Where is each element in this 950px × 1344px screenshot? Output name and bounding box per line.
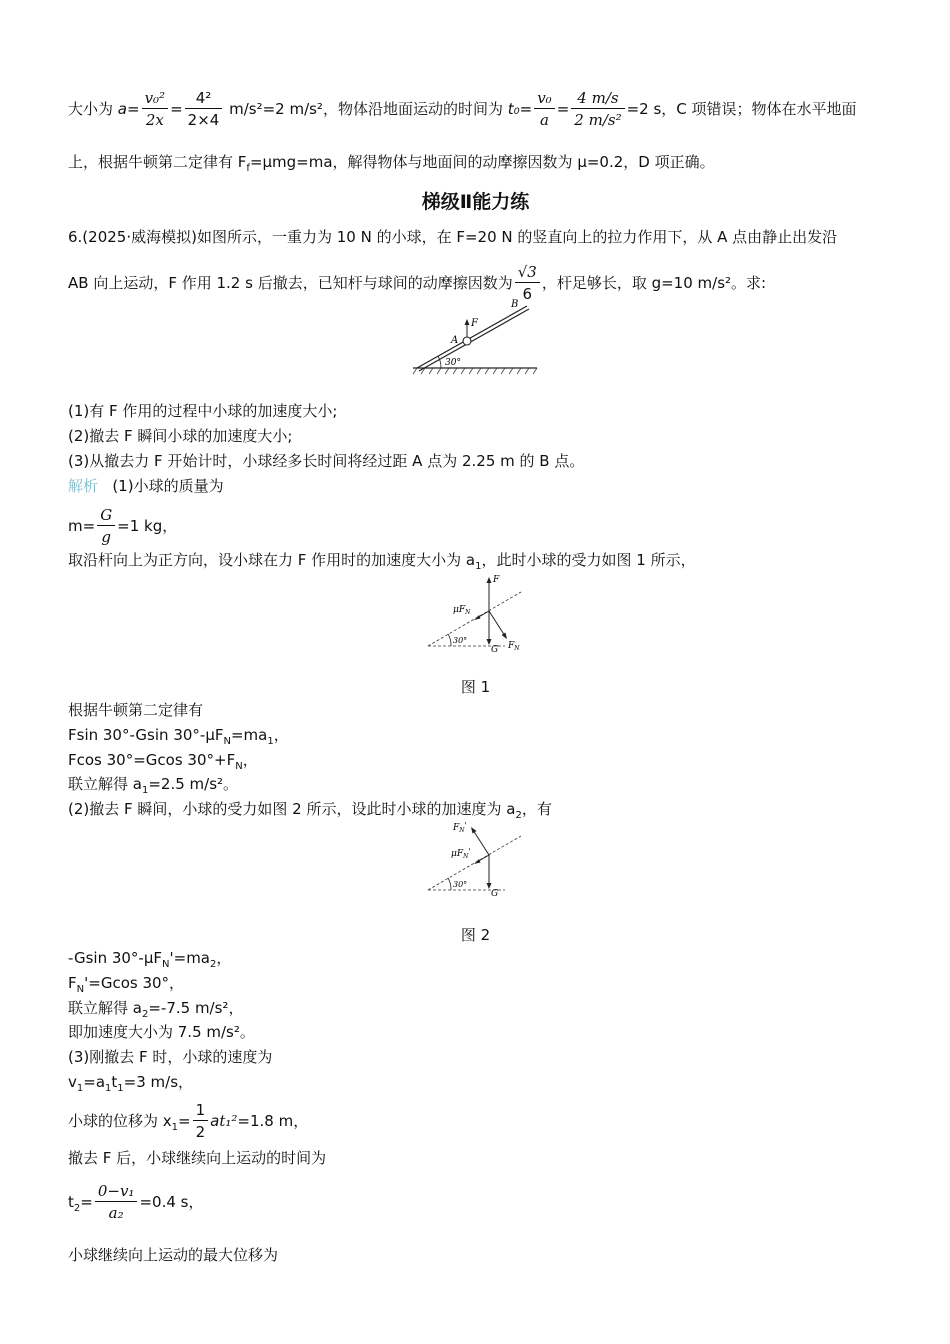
fraction-den: g (101, 528, 111, 546)
subscript: 1 (171, 1122, 179, 1133)
equation-8 (68, 1072, 193, 1099)
part-2: (2)撤去 F 瞬间小球的加速度大小; (68, 427, 293, 445)
text: = (519, 100, 533, 118)
solution-line-s3: 根据牛顿第二定律有 (68, 701, 204, 719)
equation-9 (68, 1100, 308, 1143)
var-t1-squared: t₁² (219, 1112, 238, 1130)
text: ， (242, 751, 258, 769)
part-3: (3)从撤去力 F 开始计时，小球经多长时间将经过距 A 点为 2.25 m 的 B 点。 (68, 452, 585, 470)
fraction-num: 1 (193, 1100, 209, 1121)
fraction-den: 2 m/s² (574, 111, 622, 129)
fraction-den: a₂ (108, 1204, 124, 1222)
text: =-7.5 m/s²， (148, 999, 244, 1017)
arrow-head (465, 319, 470, 325)
equation-10 (68, 1181, 203, 1224)
solution-line-s6: 撤去 F 后，小球继续向上运动的时间为 (68, 1149, 327, 1167)
solution-line-2 (68, 152, 715, 179)
text: ，此时小球的受力如图 1 所示， (481, 551, 696, 569)
fraction-num: v₀ (534, 88, 555, 109)
subscript: 1 (117, 1083, 124, 1094)
question-6-line-1: 6.(2025·威海模拟)如图所示，一重力为 10 N 的小球，在 F=20 N 的竖直向上的拉力作用下，从 A 点由静止出发沿 (68, 228, 838, 246)
figure-inclined-rod (405, 296, 545, 378)
arrow-head (502, 633, 508, 640)
angle-arc (438, 356, 441, 368)
fraction-t2 (95, 1181, 138, 1224)
text: ，杆足够长，取 g=10 m/s²。求: (541, 274, 767, 292)
text: 取沿杆向上为正方向，设小球在力 F 作用时的加速度大小为 a (68, 551, 476, 569)
fraction-num: v₀² (142, 88, 169, 109)
angle-label: 30° (453, 880, 468, 889)
text: '=Gcos 30°， (84, 974, 185, 992)
label-G: G (491, 645, 499, 654)
text: = (170, 100, 183, 118)
subscript: 2 (210, 959, 217, 970)
subscript: N (235, 761, 243, 772)
figure-1-caption: 图 1 (460, 678, 491, 696)
text: m/s²=2 m/s²，物体沿地面运动的时间为 (224, 100, 508, 118)
label-FN-main: F (453, 823, 460, 833)
text: = (80, 1193, 93, 1211)
text: Fsin 30°-Gsin 30°-μF (68, 726, 224, 744)
text: 联立解得 a (68, 775, 142, 793)
subscript: 1 (267, 736, 274, 747)
label-friction (453, 605, 471, 616)
fraction-16-over-8 (185, 88, 223, 131)
label-friction-prime-mark: ' (468, 847, 471, 856)
solution-line-s7: 小球继续向上运动的最大位移为 (68, 1246, 279, 1264)
solution-line-s5: (3)刚撤去 F 时，小球的速度为 (68, 1048, 273, 1066)
subscript: f (246, 163, 250, 174)
subscript: 1 (76, 1083, 84, 1094)
text: ，有 (521, 800, 552, 818)
fraction-4ms-over-2ms2 (571, 88, 624, 131)
text: =ma (230, 726, 268, 744)
fraction-num: G (97, 505, 115, 526)
equation-4 (68, 948, 231, 975)
arrow-head (487, 577, 492, 583)
analysis-start (68, 476, 224, 496)
force-FN (489, 611, 505, 636)
text: =1.8 m， (237, 1112, 309, 1130)
rod-dashed (428, 836, 521, 890)
label-friction-main: μF (451, 849, 464, 859)
equation-2 (68, 750, 258, 777)
text: (2)撤去 F 瞬间，小球的受力如图 2 所示，设此时小球的加速度为 a (68, 800, 516, 818)
angle-label: 30° (445, 358, 461, 368)
rod-edge-1 (417, 306, 527, 368)
fraction-num: 4² (185, 88, 223, 109)
ground-hatch (413, 368, 537, 374)
text: (1)小球的质量为 (112, 477, 224, 495)
equation-7: 即加速度大小为 7.5 m/s²。 (68, 1023, 255, 1041)
subscript: N (162, 959, 170, 970)
equation-3 (68, 774, 238, 801)
equation-5 (68, 973, 184, 1000)
analysis-label: 解析 (68, 477, 99, 495)
text: =μmg=ma，解得物体与地面间的动摩擦因数为 μ=0.2，D 项正确。 (249, 153, 715, 171)
fraction-den: 6 (522, 285, 533, 303)
fraction-v0-over-a (534, 88, 555, 131)
subscript: 1 (475, 561, 482, 572)
label-FN-prime-mark: ' (464, 821, 467, 830)
text: AB 向上运动，F 作用 1.2 s 后撤去，已知杆与球间的动摩擦因数为 (68, 274, 513, 292)
rod-dashed (428, 592, 521, 646)
figure-2-caption: 图 2 (460, 926, 491, 944)
fraction-den: 2 (195, 1123, 206, 1141)
text: =0.4 s， (139, 1193, 204, 1211)
var-t0: t₀ (507, 100, 520, 118)
angle-label: 30° (453, 636, 468, 645)
fraction-num: 0−v₁ (95, 1181, 138, 1202)
label-F: F (471, 318, 478, 329)
figure-1-force-diagram (425, 572, 525, 654)
text: v (68, 1073, 77, 1091)
solution-line-1 (68, 88, 857, 131)
subscript: 2 (141, 1009, 149, 1020)
ball (463, 337, 471, 345)
text: m= (68, 517, 96, 535)
solution-line-s2 (68, 550, 696, 577)
text: =a (83, 1073, 106, 1091)
equation-6 (68, 998, 243, 1025)
label-F: F (493, 575, 500, 585)
subscript: 2 (73, 1203, 81, 1214)
text: a (210, 1112, 220, 1130)
label-FN-main: F (508, 641, 515, 651)
fraction-den: a (539, 111, 549, 129)
mass-equation (68, 505, 177, 548)
fraction-den: 2×4 (187, 111, 220, 129)
text: 大小为 (68, 100, 118, 118)
subscript: 2 (515, 810, 522, 821)
text: 小球的位移为 x (68, 1112, 172, 1130)
subscript: N (76, 984, 85, 995)
fraction-den: 2x (145, 111, 164, 129)
label-B: B (511, 299, 519, 310)
text: =1 kg， (117, 517, 178, 535)
label-friction-sub: N (463, 853, 469, 860)
text: 上，根据牛顿第二定律有 F (68, 153, 247, 171)
label-FN (507, 641, 520, 652)
text: F (68, 974, 77, 992)
arrow-head (471, 827, 477, 834)
arrow-head (474, 615, 481, 620)
fraction-num: √3 (515, 262, 540, 283)
subscript: 1 (105, 1083, 112, 1094)
text: ， (273, 726, 289, 744)
angle-arc (448, 878, 451, 890)
label-friction-sub: N (465, 609, 471, 616)
angle-arc (448, 634, 451, 646)
label-G: G (491, 889, 499, 898)
force-FN-prime (473, 830, 489, 855)
text: 联立解得 a (68, 999, 142, 1017)
text: '=ma (169, 949, 210, 967)
section-heading: 梯级Ⅱ能力练 (421, 191, 530, 213)
part-1: (1)有 F 作用的过程中小球的加速度大小; (68, 402, 338, 420)
label-FN-prime (452, 821, 467, 834)
label-friction (451, 847, 471, 860)
subscript: 1 (141, 785, 149, 796)
text: =2.5 m/s²。 (148, 775, 239, 793)
label-friction-main: μF (453, 605, 466, 615)
var-a: a (117, 100, 127, 118)
fraction-G-over-g (97, 505, 115, 548)
text: =2 s，C 项错误；物体在水平地面 (626, 100, 857, 118)
fraction-v0sq-over-2x (142, 88, 169, 131)
text: = (178, 1112, 191, 1130)
text: t (68, 1193, 74, 1211)
fraction-one-half (193, 1100, 209, 1143)
text: Fcos 30°=Gcos 30°+F (68, 751, 236, 769)
equation-1 (68, 725, 289, 752)
text: ， (216, 949, 232, 967)
text: -Gsin 30°-μF (68, 949, 163, 967)
text: = (126, 100, 140, 118)
label-A: A (451, 335, 459, 346)
text: t (111, 1073, 118, 1091)
label-FN-sub: N (514, 645, 520, 652)
fraction-num: 4 m/s (571, 88, 624, 109)
label-FN-sub: N (459, 827, 465, 834)
text: =3 m/s， (123, 1073, 194, 1091)
subscript: N (223, 736, 231, 747)
text: = (556, 100, 570, 118)
figure-2-force-diagram (425, 820, 525, 898)
arrow-head (474, 859, 481, 864)
